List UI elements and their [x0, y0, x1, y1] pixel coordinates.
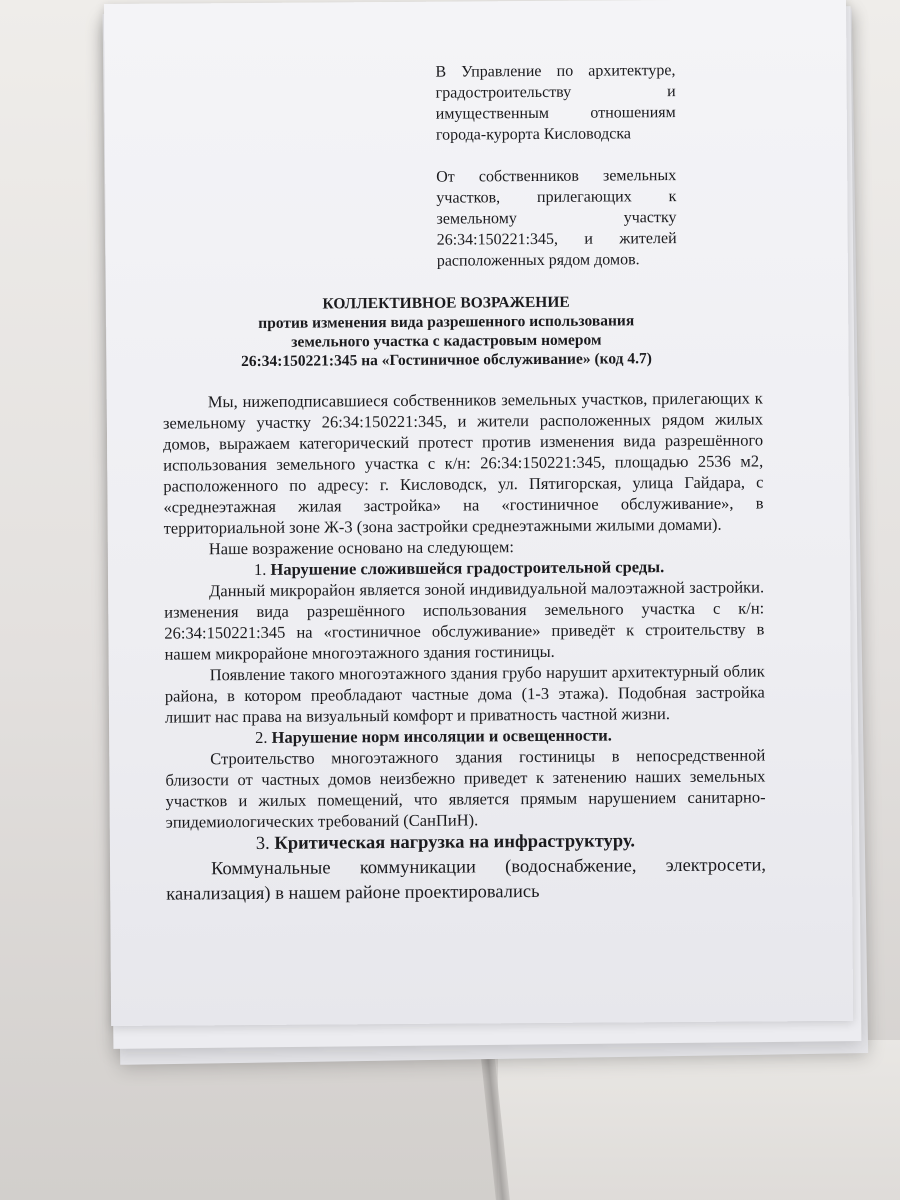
basis-paragraph: Наше возражение основано на следующем:	[208, 537, 515, 559]
section-3-paragraph-1: Коммунальные коммуникации (водоснабжение, электросети, канализация) в нашем районе проектировались	[166, 855, 767, 905]
addressee-block	[435, 60, 676, 272]
section-1-paragraph-2: Появление такого многоэтажного здания грубо нарушит архитектурный облик района, в котором преобладают частные дома (1-3 этажа). Подобная застройка лишит нас права на визуальный комфорт и приватность частной жизни.	[164, 661, 765, 727]
title-line-3: земельного участка с кадастровым номером	[291, 331, 602, 351]
title-line-2: против изменения вида разрешенного использования	[258, 312, 635, 332]
addressee-from: От собственников земельных участков, прилегающих к земельному участку 26:34:150221:345, и жителей расположенных рядом домов.	[436, 167, 677, 270]
section-1-paragraph-1: Данный микрорайон является зоной индивидуальной малоэтажной застройки. изменения вида разрешённого использования земельного участка с к/н: 26:34:150221:345 на «гостиничное обслуживание» приведёт к строительству в нашем микрорайоне многоэтажного здания гостиницы.	[164, 577, 765, 664]
section-3-number: 3.	[255, 833, 270, 854]
intro-paragraph: Мы, нижеподписавшиеся собственников земельных участков, прилегающих к земельному участку 26:34:150221:345, и жители расположенных рядом жилых домов, выражаем категорический протест против изменения вида разрешённого использования земельного участка с к/н: 26:34:150221:345, площадью 2536 м2, расположенного по адресу: г. Кисловодск, ул. Пятигорская, улица Гайдара, с «среднеэтажная жилая застройка» на «гостиничное обслуживание», в территориальной зоне Ж-3 (зона застройки среднеэтажными жилыми домами).	[162, 388, 764, 538]
document-title	[166, 292, 727, 372]
section-2-title: Нарушение норм инсоляции и освещенности.	[271, 725, 612, 747]
document-page	[104, 0, 853, 1026]
section-2-paragraph-1: Строительство многоэтажного здания гостиницы в непосредственной близости от частных домов неизбежно приведет к затенению наших земельных участков и жилых помещений, что является прямым нарушением санитарно-эпидемиологических требований (СанПиН).	[165, 745, 766, 832]
section-2-number: 2.	[255, 727, 268, 747]
section-3-title: Критическая нагрузка на инфраструктуру.	[274, 831, 636, 854]
section-1-number: 1.	[253, 559, 267, 579]
document-body	[163, 387, 767, 907]
table-surface	[498, 1040, 900, 1200]
addressee-to: В Управление по архитектуре, градостроительству и имущественным отношениям города-курорта Кисловодска	[435, 62, 676, 144]
title-line-4: 26:34:150221:345 на «Гостиничное обслуживание» (код 4.7)	[241, 350, 652, 371]
title-line-1: КОЛЛЕКТИВНОЕ ВОЗРАЖЕНИЕ	[322, 293, 570, 313]
section-1-title: Нарушение сложившейся градостроительной среды.	[270, 557, 665, 579]
